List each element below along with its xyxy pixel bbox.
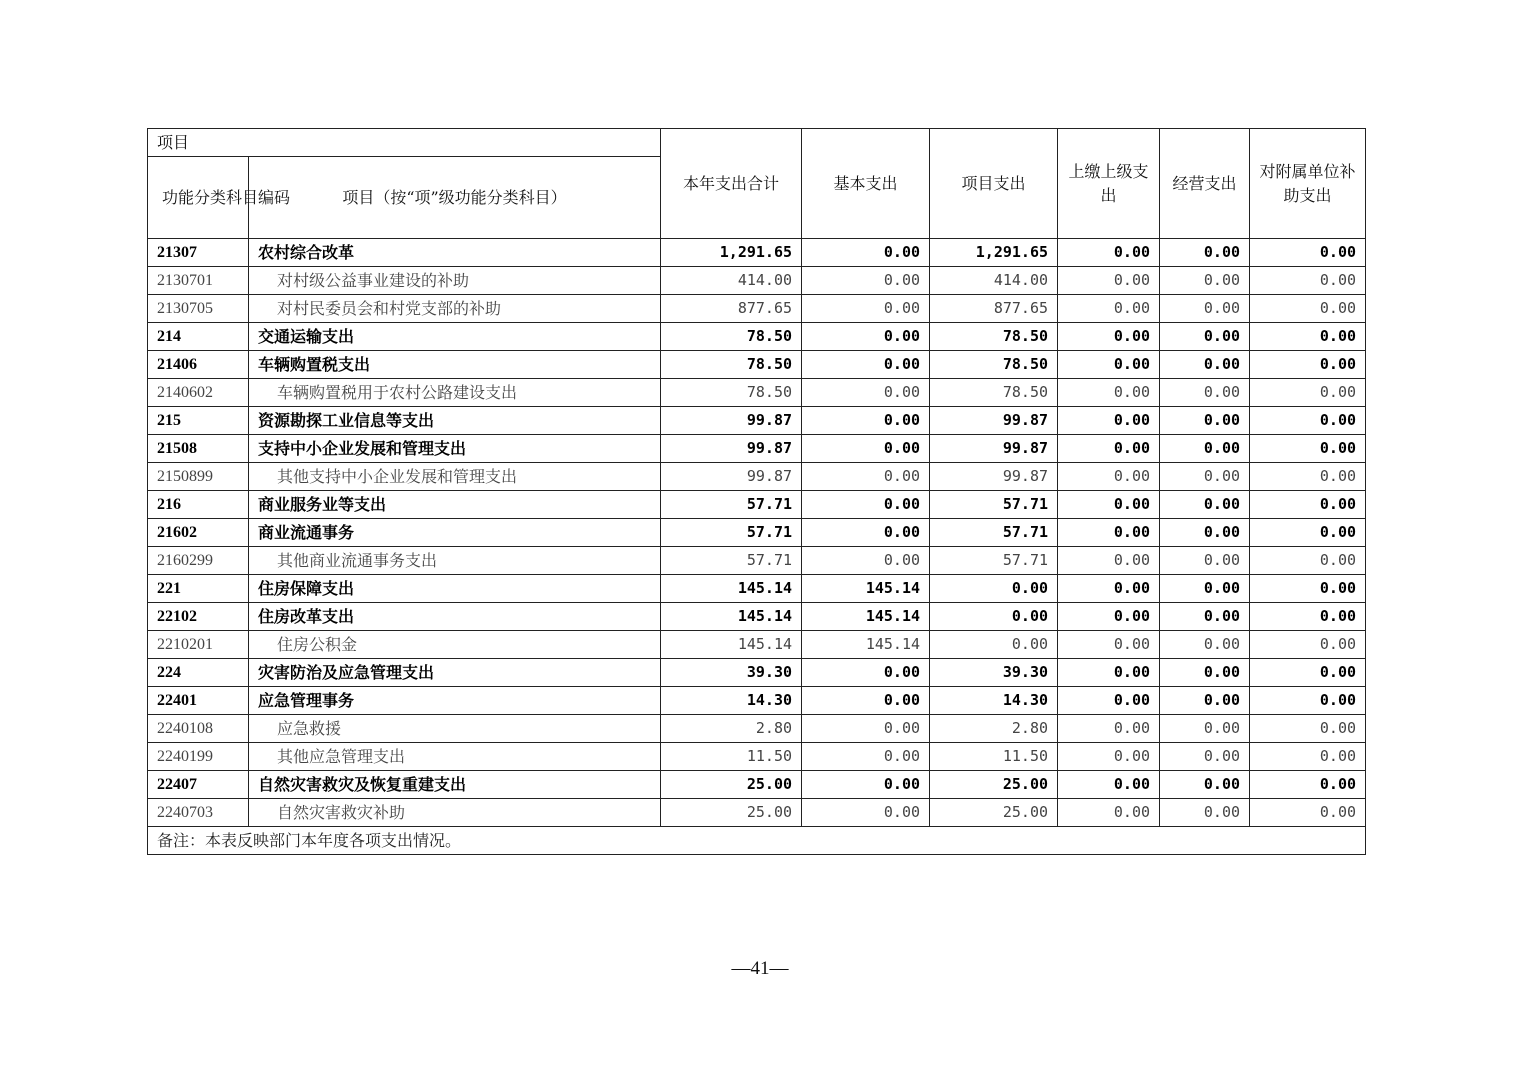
row-value: 0.00 <box>930 631 1058 659</box>
col-header-name: 项目（按“项”级功能分类科目） <box>249 157 661 239</box>
row-value: 99.87 <box>661 435 802 463</box>
row-name: 灾害防治及应急管理支出 <box>249 659 661 687</box>
table-row <box>148 687 1366 715</box>
row-value: 145.14 <box>661 631 802 659</box>
row-code: 21307 <box>148 239 249 267</box>
col-header-project: 项目支出 <box>930 129 1058 239</box>
row-value: 0.00 <box>1250 771 1366 799</box>
row-name: 农村综合改革 <box>249 239 661 267</box>
row-value: 78.50 <box>661 323 802 351</box>
row-value: 0.00 <box>1058 491 1160 519</box>
row-value: 0.00 <box>1250 519 1366 547</box>
row-value: 0.00 <box>1250 715 1366 743</box>
table-row <box>148 743 1366 771</box>
row-value: 25.00 <box>661 799 802 827</box>
table-row <box>148 267 1366 295</box>
row-value: 0.00 <box>1058 603 1160 631</box>
row-code: 224 <box>148 659 249 687</box>
row-name: 支持中小企业发展和管理支出 <box>249 435 661 463</box>
row-value: 0.00 <box>1160 407 1250 435</box>
row-code: 22407 <box>148 771 249 799</box>
row-value: 0.00 <box>1058 435 1160 463</box>
table-row <box>148 351 1366 379</box>
row-value: 0.00 <box>1250 239 1366 267</box>
row-code: 21602 <box>148 519 249 547</box>
row-value: 0.00 <box>1250 491 1366 519</box>
row-value: 0.00 <box>1058 239 1160 267</box>
row-value: 0.00 <box>1250 547 1366 575</box>
row-code: 221 <box>148 575 249 603</box>
row-code: 2150899 <box>148 463 249 491</box>
row-value: 0.00 <box>802 799 930 827</box>
row-value: 0.00 <box>802 771 930 799</box>
row-value: 57.71 <box>930 491 1058 519</box>
row-code: 2140602 <box>148 379 249 407</box>
row-value: 145.14 <box>661 603 802 631</box>
row-name: 交通运输支出 <box>249 323 661 351</box>
row-value: 25.00 <box>930 771 1058 799</box>
expenditure-table <box>147 128 1366 855</box>
row-value: 414.00 <box>930 267 1058 295</box>
col-header-code: 功能分类科目编码 <box>148 157 249 239</box>
row-value: 14.30 <box>661 687 802 715</box>
row-value: 0.00 <box>1250 323 1366 351</box>
header-group-label: 项目 <box>148 129 661 157</box>
row-value: 0.00 <box>1160 295 1250 323</box>
row-value: 0.00 <box>1058 547 1160 575</box>
row-code: 2240703 <box>148 799 249 827</box>
row-value: 57.71 <box>930 547 1058 575</box>
row-value: 0.00 <box>1250 631 1366 659</box>
row-value: 0.00 <box>1160 603 1250 631</box>
row-value: 0.00 <box>1250 295 1366 323</box>
row-name: 其他应急管理支出 <box>249 743 661 771</box>
row-value: 0.00 <box>802 295 930 323</box>
row-value: 57.71 <box>661 491 802 519</box>
row-value: 0.00 <box>1160 799 1250 827</box>
row-code: 22401 <box>148 687 249 715</box>
row-code: 2240108 <box>148 715 249 743</box>
row-value: 0.00 <box>802 715 930 743</box>
row-value: 0.00 <box>1160 267 1250 295</box>
row-value: 2.80 <box>661 715 802 743</box>
row-value: 0.00 <box>1058 687 1160 715</box>
row-value: 0.00 <box>1250 687 1366 715</box>
row-value: 0.00 <box>802 435 930 463</box>
row-value: 0.00 <box>1250 463 1366 491</box>
row-value: 0.00 <box>802 547 930 575</box>
row-value: 39.30 <box>661 659 802 687</box>
row-value: 99.87 <box>930 407 1058 435</box>
row-value: 0.00 <box>1250 379 1366 407</box>
row-value: 0.00 <box>1160 463 1250 491</box>
row-value: 0.00 <box>1160 435 1250 463</box>
row-value: 0.00 <box>1058 631 1160 659</box>
row-value: 0.00 <box>1250 659 1366 687</box>
row-name: 住房公积金 <box>249 631 661 659</box>
row-value: 0.00 <box>1250 799 1366 827</box>
col-header-basic: 基本支出 <box>802 129 930 239</box>
row-value: 0.00 <box>1160 659 1250 687</box>
table-row <box>148 575 1366 603</box>
row-value: 877.65 <box>930 295 1058 323</box>
row-value: 0.00 <box>1058 659 1160 687</box>
row-value: 0.00 <box>802 407 930 435</box>
row-name: 对村民委员会和村党支部的补助 <box>249 295 661 323</box>
row-name: 住房改革支出 <box>249 603 661 631</box>
row-value: 145.14 <box>802 631 930 659</box>
row-value: 0.00 <box>802 239 930 267</box>
table-row <box>148 715 1366 743</box>
row-value: 0.00 <box>802 463 930 491</box>
row-value: 0.00 <box>1250 603 1366 631</box>
row-name: 对村级公益事业建设的补助 <box>249 267 661 295</box>
row-code: 21406 <box>148 351 249 379</box>
row-value: 0.00 <box>802 687 930 715</box>
row-value: 0.00 <box>1058 379 1160 407</box>
row-code: 215 <box>148 407 249 435</box>
row-name: 自然灾害救灾及恢复重建支出 <box>249 771 661 799</box>
row-value: 78.50 <box>930 351 1058 379</box>
table-row <box>148 491 1366 519</box>
row-name: 资源勘探工业信息等支出 <box>249 407 661 435</box>
row-value: 0.00 <box>1058 407 1160 435</box>
row-value: 0.00 <box>1160 351 1250 379</box>
table-row <box>148 323 1366 351</box>
row-name: 应急管理事务 <box>249 687 661 715</box>
row-value: 0.00 <box>1250 435 1366 463</box>
row-value: 0.00 <box>1058 295 1160 323</box>
table-row <box>148 603 1366 631</box>
row-value: 1,291.65 <box>930 239 1058 267</box>
row-value: 414.00 <box>661 267 802 295</box>
row-name: 应急救援 <box>249 715 661 743</box>
row-value: 0.00 <box>1058 323 1160 351</box>
row-code: 21508 <box>148 435 249 463</box>
row-value: 57.71 <box>930 519 1058 547</box>
row-value: 0.00 <box>1160 687 1250 715</box>
row-value: 0.00 <box>802 351 930 379</box>
row-value: 99.87 <box>930 463 1058 491</box>
row-value: 0.00 <box>1058 743 1160 771</box>
row-code: 2130705 <box>148 295 249 323</box>
row-code: 2210201 <box>148 631 249 659</box>
row-name: 住房保障支出 <box>249 575 661 603</box>
row-value: 11.50 <box>930 743 1058 771</box>
table-row <box>148 379 1366 407</box>
table-note: 备注：本表反映部门本年度各项支出情况。 <box>148 827 1366 855</box>
col-header-business: 经营支出 <box>1160 129 1250 239</box>
table-row <box>148 435 1366 463</box>
row-value: 0.00 <box>930 575 1058 603</box>
table-row <box>148 519 1366 547</box>
row-value: 0.00 <box>802 743 930 771</box>
col-header-total: 本年支出合计 <box>661 129 802 239</box>
row-value: 0.00 <box>1058 771 1160 799</box>
row-code: 214 <box>148 323 249 351</box>
row-name: 车辆购置税用于农村公路建设支出 <box>249 379 661 407</box>
row-value: 78.50 <box>930 323 1058 351</box>
row-value: 0.00 <box>1058 267 1160 295</box>
row-name: 商业服务业等支出 <box>249 491 661 519</box>
row-value: 25.00 <box>930 799 1058 827</box>
row-value: 0.00 <box>1250 407 1366 435</box>
row-value: 0.00 <box>802 519 930 547</box>
row-value: 11.50 <box>661 743 802 771</box>
row-name: 车辆购置税支出 <box>249 351 661 379</box>
row-value: 0.00 <box>802 491 930 519</box>
col-header-upper: 上缴上级支出 <box>1058 129 1160 239</box>
row-value: 78.50 <box>661 351 802 379</box>
row-value: 78.50 <box>930 379 1058 407</box>
table-row <box>148 239 1366 267</box>
row-code: 2240199 <box>148 743 249 771</box>
row-value: 877.65 <box>661 295 802 323</box>
row-value: 0.00 <box>1250 351 1366 379</box>
row-name: 其他支持中小企业发展和管理支出 <box>249 463 661 491</box>
row-value: 0.00 <box>1058 351 1160 379</box>
table-row <box>148 799 1366 827</box>
row-value: 57.71 <box>661 519 802 547</box>
row-value: 99.87 <box>661 463 802 491</box>
row-name: 自然灾害救灾补助 <box>249 799 661 827</box>
row-value: 99.87 <box>661 407 802 435</box>
row-value: 0.00 <box>1058 575 1160 603</box>
row-value: 0.00 <box>802 323 930 351</box>
row-value: 0.00 <box>1160 239 1250 267</box>
row-code: 2130701 <box>148 267 249 295</box>
row-value: 145.14 <box>802 575 930 603</box>
row-value: 0.00 <box>1160 575 1250 603</box>
row-value: 0.00 <box>1250 267 1366 295</box>
table-row <box>148 547 1366 575</box>
page-number: —41— <box>731 958 789 979</box>
table-row <box>148 463 1366 491</box>
row-value: 0.00 <box>802 379 930 407</box>
row-value: 0.00 <box>1058 519 1160 547</box>
row-value: 0.00 <box>1058 799 1160 827</box>
row-value: 0.00 <box>1160 379 1250 407</box>
table-row <box>148 771 1366 799</box>
table-row <box>148 407 1366 435</box>
row-value: 1,291.65 <box>661 239 802 267</box>
row-value: 0.00 <box>1160 547 1250 575</box>
row-name: 商业流通事务 <box>249 519 661 547</box>
row-value: 145.14 <box>802 603 930 631</box>
row-value: 0.00 <box>1160 323 1250 351</box>
table-row <box>148 659 1366 687</box>
row-code: 22102 <box>148 603 249 631</box>
row-value: 99.87 <box>930 435 1058 463</box>
row-value: 0.00 <box>802 267 930 295</box>
row-value: 14.30 <box>930 687 1058 715</box>
row-value: 57.71 <box>661 547 802 575</box>
col-header-subsidy: 对附属单位补助支出 <box>1250 129 1366 239</box>
row-value: 0.00 <box>1250 575 1366 603</box>
row-value: 0.00 <box>1160 743 1250 771</box>
row-value: 0.00 <box>1250 743 1366 771</box>
table-row <box>148 295 1366 323</box>
row-value: 0.00 <box>1058 715 1160 743</box>
row-value: 25.00 <box>661 771 802 799</box>
row-value: 145.14 <box>661 575 802 603</box>
row-value: 0.00 <box>1058 463 1160 491</box>
row-value: 0.00 <box>1160 771 1250 799</box>
row-value: 0.00 <box>1160 519 1250 547</box>
row-value: 0.00 <box>1160 631 1250 659</box>
row-name: 其他商业流通事务支出 <box>249 547 661 575</box>
row-code: 216 <box>148 491 249 519</box>
row-value: 0.00 <box>1160 491 1250 519</box>
row-value: 78.50 <box>661 379 802 407</box>
row-value: 0.00 <box>802 659 930 687</box>
row-code: 2160299 <box>148 547 249 575</box>
row-value: 0.00 <box>1160 715 1250 743</box>
row-value: 39.30 <box>930 659 1058 687</box>
row-value: 0.00 <box>930 603 1058 631</box>
table-row <box>148 631 1366 659</box>
row-value: 2.80 <box>930 715 1058 743</box>
table-body <box>148 239 1366 827</box>
